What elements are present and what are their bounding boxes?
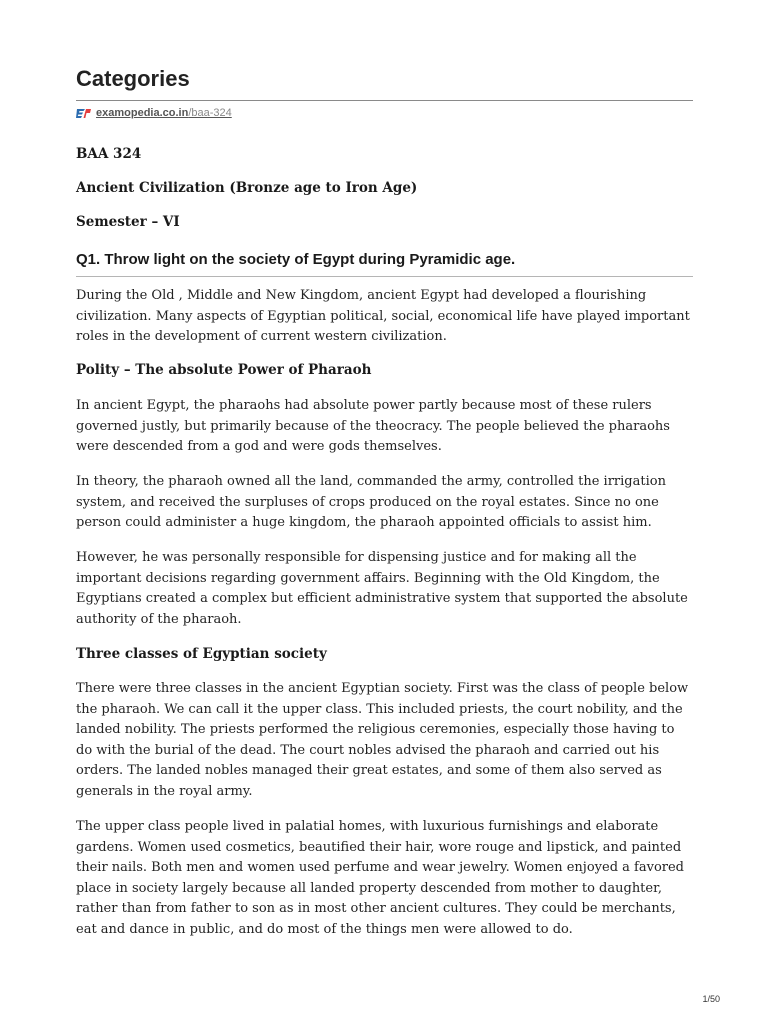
- classes-paragraph-1: There were three classes in the ancient Egyptian society. First was the class of people below the pharaoh. We can call it the upper class. This included priests, the court nobility, and the landed nobility. The priests performed the religious ceremonies, especially those having to do with the burial of the dead. The court nobles advised the pharaoh and carried out his orders. The landed nobles managed their great estates, and some of them also served as generals in the royal army.: [76, 681, 689, 799]
- source-link[interactable]: [76, 107, 232, 119]
- page-title: Categories: [76, 66, 190, 91]
- polity-paragraph-1: In ancient Egypt, the pharaohs had absolute power partly because most of these rulers governed justly, but primarily because of the theocracy. The people believed the pharaohs were descended from a god and were gods themselves.: [76, 398, 670, 454]
- classes-paragraph-2: The upper class people lived in palatial homes, with luxurious furnishings and elaborate gardens. Women used cosmetics, beautified their hair, wore rouge and lipstick, and painted their nails. Both men and women used perfume and wear jewelry. Women enjoyed a favored place in society largely because all landed property descended from mother to daughter, rather than from father to son as in most other ancient cultures. They could be merchants, eat and dance in public, and do most of the things men were allowed to do.: [76, 819, 685, 937]
- classes-heading: Three classes of Egyptian society: [76, 646, 327, 662]
- source-path: /baa-324: [188, 107, 232, 119]
- course-subject: Ancient Civilization (Bronze age to Iron Age): [76, 180, 418, 196]
- intro-paragraph: During the Old , Middle and New Kingdom, ancient Egypt had developed a flourishing civilization. Many aspects of Egyptian political, social, economical life have played important roles in the development of current western civilization.: [76, 288, 690, 344]
- polity-heading: Polity – The absolute Power of Pharaoh: [76, 362, 372, 378]
- polity-paragraph-3: However, he was personally responsible for dispensing justice and for making all the important decisions regarding government affairs. Beginning with the Old Kingdom, the Egyptians created a complex but efficient administrative system that supported the absolute authority of the pharaoh.: [76, 550, 688, 627]
- page-number: 1/50: [702, 994, 720, 1004]
- title-divider: [76, 100, 693, 101]
- question-divider: [76, 276, 693, 277]
- source-domain: examopedia.co.in: [96, 107, 189, 119]
- course-semester: Semester – VI: [76, 214, 180, 230]
- question-heading: Q1. Throw light on the society of Egypt during Pyramidic age.: [76, 251, 516, 268]
- examopedia-logo-icon: [76, 107, 92, 119]
- polity-paragraph-2: In theory, the pharaoh owned all the land, commanded the army, controlled the irrigation system, and received the surpluses of crops produced on the royal estates. Since no one person could administer a huge kingdom, the pharaoh appointed officials to assist him.: [76, 474, 666, 530]
- course-code: BAA 324: [76, 146, 142, 162]
- source-url[interactable]: [96, 107, 232, 119]
